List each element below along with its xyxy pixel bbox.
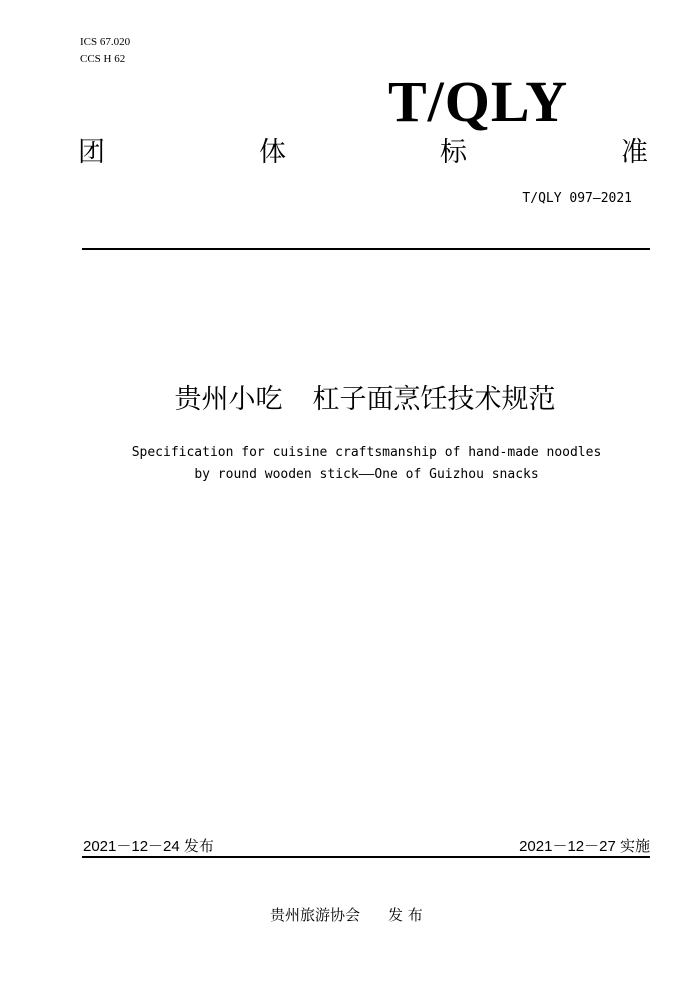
english-title-line1: Specification for cuisine craftsmanship of hand-made noodles [131, 445, 602, 460]
standard-logo: T/QLY [388, 69, 569, 134]
ics-code: ICS 67.020 [80, 36, 131, 48]
english-title-line2: by round wooden stick——One of Guizhou snacks [194, 467, 539, 482]
top-divider [82, 248, 650, 250]
chinese-title-part2: 杠子面烹饪技术规范 [312, 384, 556, 415]
ccs-code: CCS H 62 [80, 53, 126, 65]
issue-date: 2021－12－24 发布 [83, 838, 214, 855]
bottom-divider [82, 856, 650, 858]
chinese-title [0, 380, 700, 420]
english-title [0, 442, 700, 486]
classification-codes [80, 34, 130, 68]
publisher-name: 贵州旅游协会 [270, 906, 361, 924]
standard-type-char: 准 [621, 137, 648, 168]
standard-number: T/QLY 097—2021 [522, 191, 632, 206]
standard-type-char: 体 [259, 137, 286, 168]
standard-type-char: 标 [440, 137, 467, 168]
standard-type-char: 团 [78, 137, 105, 168]
implement-date: 2021－12－27 实施 [519, 838, 650, 855]
publisher [270, 904, 423, 925]
publisher-action: 发 布 [388, 906, 423, 924]
chinese-title-part1: 贵州小吃 [174, 384, 283, 415]
standard-type-heading [78, 136, 648, 170]
